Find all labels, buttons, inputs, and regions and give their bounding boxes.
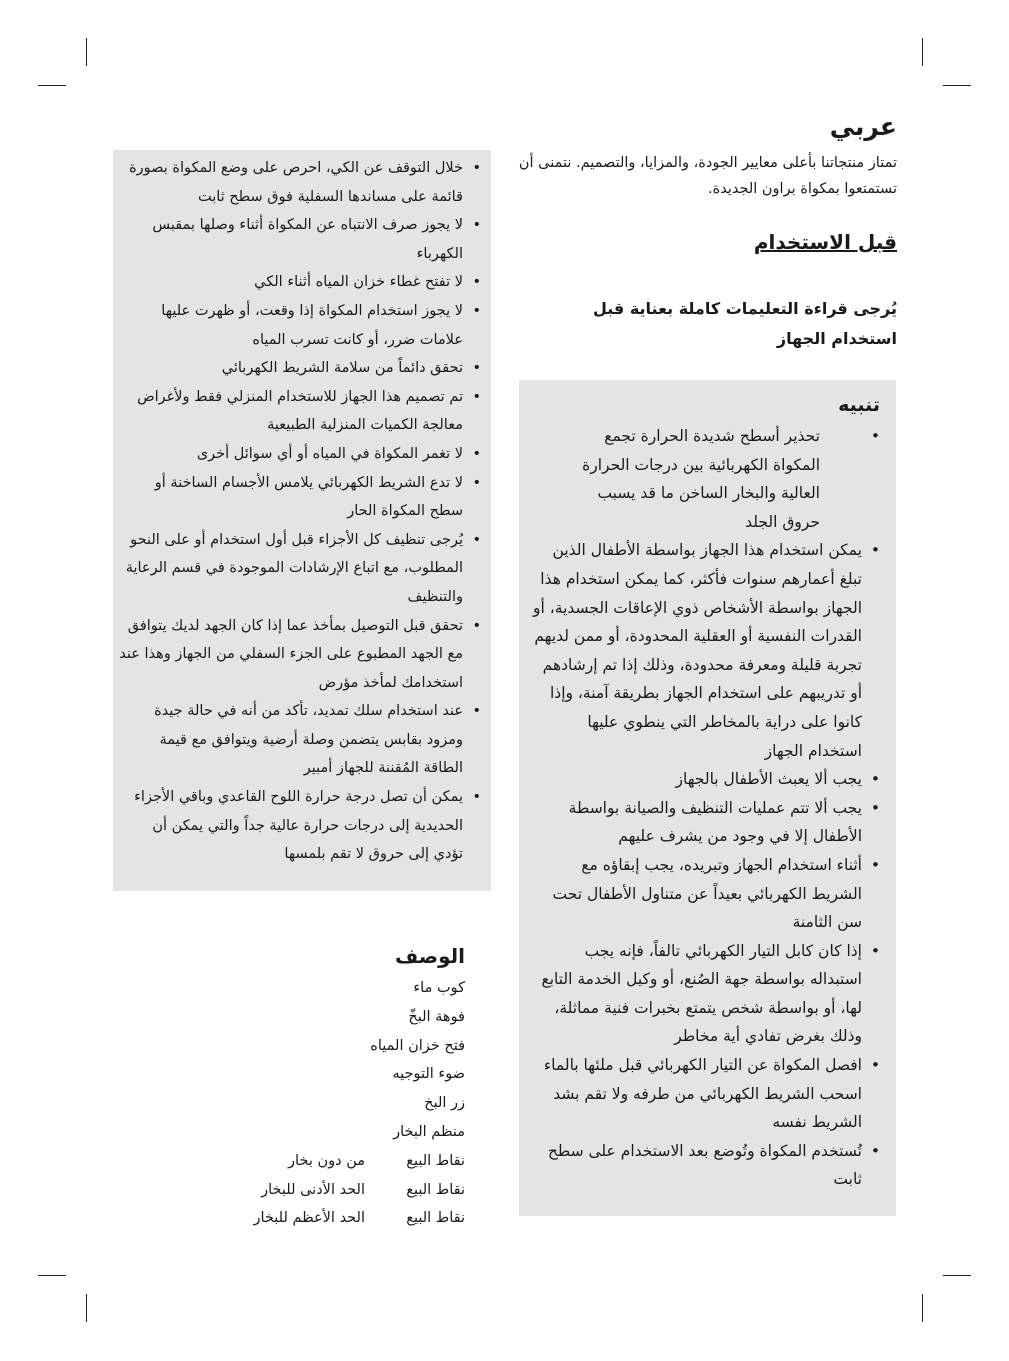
steam-setting-row <box>145 1176 465 1205</box>
list-item: • تم تصميم هذا الجهاز للاستخدام المنزلي فقط ولأغراض معالجة الكميات المنزلية الطبيعية <box>119 383 481 440</box>
caution-box <box>519 380 896 1216</box>
description-item: كوب ماء <box>413 980 465 996</box>
list-item: • عند استخدام سلك تمديد، تأكد من أنه في حالة جيدة ومزود بقابس يتضمن وصلة أرضية ويتوافق مع قيمة الطاقة المُقننة للجهاز أمبير <box>119 697 481 783</box>
list-item: • يجب ألا يعبث الأطفال بالجهاز <box>533 765 880 794</box>
list-item: • لا يجوز صرف الانتباه عن المكواة أثناء وصلها بمقبس الكهرباء <box>119 211 481 268</box>
list-item: • يجب ألا تتم عمليات التنظيف والصيانة بواسطة الأطفال إلا في وجود من يشرف عليهم <box>533 794 880 851</box>
crop-mark <box>922 1294 923 1322</box>
list-item: • لا تغمر المكواة في المياه أو أي سوائل أخرى <box>119 440 481 469</box>
safety-list <box>119 154 481 869</box>
before-use-heading: قبل الاستخدام <box>753 230 897 254</box>
list-item: • لا تفتح غطاء خزان المياه أثناء الكي <box>119 268 481 297</box>
list-item: • لا تدع الشريط الكهربائي يلامس الأجسام الساخنة أو سطح المكواة الحار <box>119 469 481 526</box>
list-item: • لا يجوز استخدام المكواة إذا وقعت، أو ظهرت عليها علامات ضرر، أو كانت تسرب المياه <box>119 297 481 354</box>
read-instructions-note: يُرجى قراءة التعليمات كاملة بعناية قبل استخدام الجهاز <box>592 299 897 348</box>
crop-mark <box>943 1275 971 1276</box>
list-item: • افصل المكواة عن التيار الكهربائي قبل ملئها بالماء اسحب الشريط الكهربائي من طرفه ولا تقم بشد الشريط نفسه <box>533 1051 880 1137</box>
steam-setting-label: الحد الأدنى للبخار <box>261 1181 365 1198</box>
description-item: فوهة البخّ <box>408 1008 465 1025</box>
description-item: منظم البخار <box>393 1123 465 1140</box>
list-item: • يُرجى تنظيف كل الأجزاء قبل أول استخدام أو على النحو المطلوب، مع اتباع الإرشادات الموجودة في قسم الرعاية والتنظيف <box>119 526 481 612</box>
caution-title: تنبيه <box>838 394 880 416</box>
crop-mark <box>86 1294 87 1322</box>
dots-label: نقاط البيع <box>406 1210 465 1227</box>
page-title: عربي <box>829 112 897 141</box>
list-item: • تُستخدم المكواة وتُوضع بعد الاستخدام على سطح ثابت <box>533 1137 880 1194</box>
crop-mark <box>86 38 87 66</box>
crop-mark <box>38 1275 66 1276</box>
list-item: • يمكن أن تصل درجة حرارة اللوح القاعدي وباقي الأجزاء الحديدية إلى درجات حرارة عالية جداً والتي يمكن أن تؤدي إلى حروق لا تقم بلمسها <box>119 783 481 869</box>
description-item: ضوء التوجيه <box>392 1066 465 1083</box>
safety-box <box>113 150 491 891</box>
description-item: زر البخ <box>424 1095 465 1112</box>
intro-text: تمتاز منتجاتنا بأعلى معايير الجودة، والمزايا، والتصميم. نتمنى أن تستمتعوا بمكواة براون الجديدة. <box>518 155 897 197</box>
steam-setting-label: الحد الأعظم للبخار <box>253 1210 365 1227</box>
steam-setting-row <box>145 1147 465 1176</box>
crop-mark <box>922 38 923 66</box>
dots-label: نقاط البيع <box>406 1152 465 1169</box>
list-item: • تحذير أسطح شديدة الحرارة تجمع المكواة الكهربائية بين درجات الحرارة العالية والبخار الساخن ما قد يسبب حروق الجلد <box>533 422 880 536</box>
crop-mark <box>38 85 66 86</box>
caution-list <box>533 422 880 1194</box>
list-item: • تحقق قبل التوصيل بمأخذ عما إذا كان الجهد لديك يتوافق مع الجهد المطبوع على الجزء السفلي من الجهاز وهذا عند استخدامك لمأخذ مؤرض <box>119 612 481 698</box>
list-item: • أثناء استخدام الجهاز وتبريده، يجب إبقاؤه مع الشريط الكهربائي بعيداً عن متناول الأطفال تحت سن الثامنة <box>533 851 880 937</box>
dots-label: نقاط البيع <box>406 1181 465 1198</box>
description-section <box>145 944 465 1233</box>
list-item: • خلال التوقف عن الكي، احرص على وضع المكواة بصورة قائمة على مساندها السفلية فوق سطح ثابت <box>119 154 481 211</box>
steam-setting-row <box>145 1204 465 1233</box>
list-item: • يمكن استخدام هذا الجهاز بواسطة الأطفال الذين تبلغ أعمارهم سنوات فأكثر، كما يمكن استخدام هذا الجهاز بواسطة الأشخاص ذوي الإعاقات الجسدية، أو القدرات النفسية أو العقلية المحدودة، أو ممن لديهم تجربة قليلة ومعرفة محدودة، وذلك إذا تم إرشادهم أو تدريبهم على استخدام الجهاز بطريقة آمنة، وإذا كانوا على دراية بالمخاطر التي ينطوي عليها استخدام الجهاز <box>533 536 880 765</box>
crop-mark <box>943 85 971 86</box>
description-title: الوصف <box>394 944 465 968</box>
steam-setting-label: من دون بخار <box>288 1152 365 1169</box>
list-item: • تحقق دائماً من سلامة الشريط الكهربائي <box>119 354 481 383</box>
description-item: فتح خزان المياه <box>370 1037 465 1054</box>
list-item: • إذا كان كابل التيار الكهربائي تالفاً، فإنه يجب استبداله بواسطة جهة الصُنع، أو وكيل الخدمة التابع لها، أو بواسطة شخص يتمتع بخبرات فنية مماثلة، وذلك بغرض تفادي أية مخاطر <box>533 937 880 1051</box>
